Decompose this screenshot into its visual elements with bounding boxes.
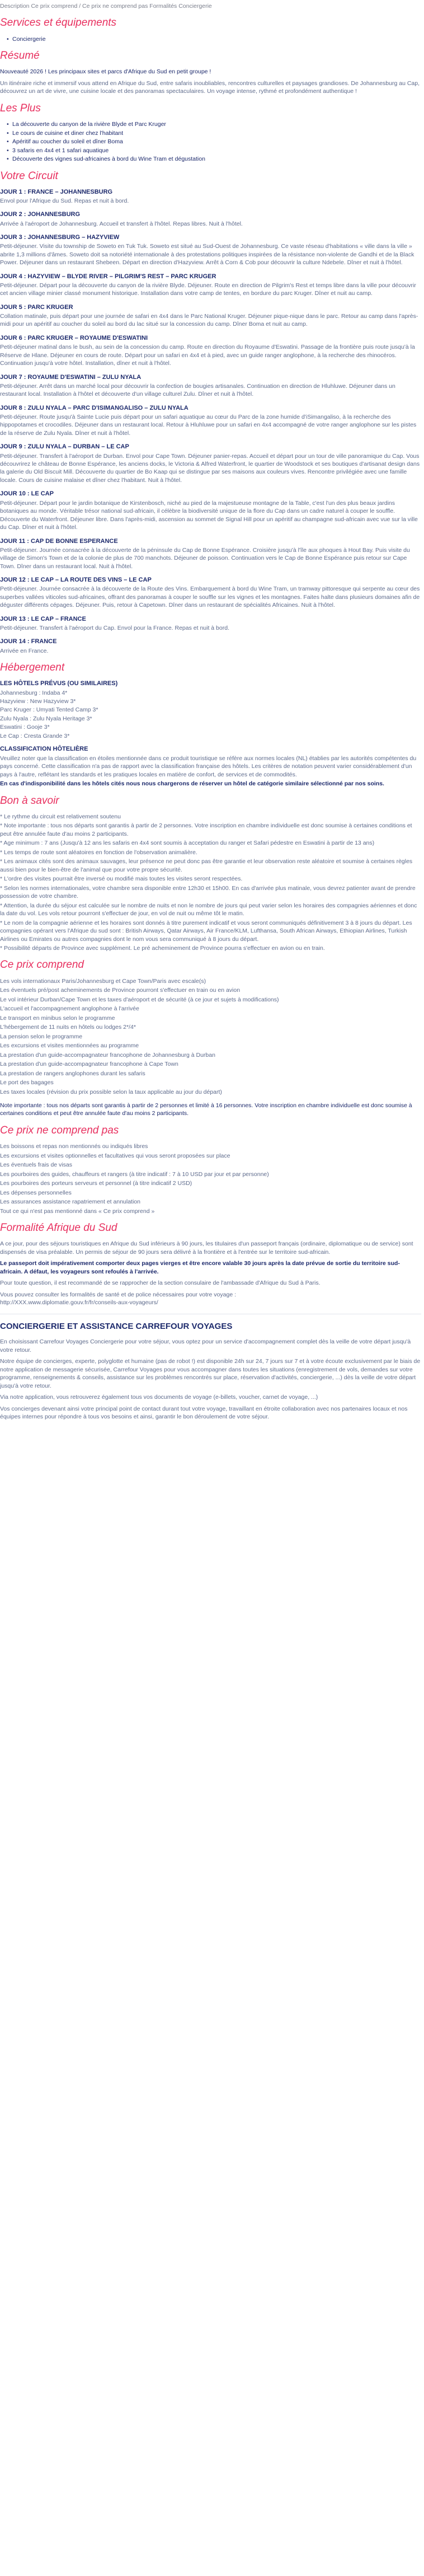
- hotel-line: Eswatini : Gooje 3*: [0, 724, 50, 731]
- necomprend-line: Tout ce qui n'est pas mentionné dans « Ce prix comprend »: [0, 1207, 155, 1215]
- bonasavoir-line: * Age minimum : 7 ans (Jusqu'à 12 ans les safaris en 4x4 sont soumis à acceptation du ranger et Safari pédestre en Eswatini à partir de 13 ans): [0, 840, 375, 847]
- hotel-line: Le Cap : Cresta Grande 3*: [0, 732, 70, 739]
- formalite-para: Vous pouvez consulter les formalités de santé et de police nécessaires pour votre voyage :: [0, 1291, 236, 1298]
- day-title: JOUR 2 : JOHANNESBURG: [0, 211, 81, 218]
- necomprend-line: Les pourboires des guides, chauffeurs et rangers (à titre indicatif : 7 à 10 USD par jour et par personne): [0, 1170, 269, 1178]
- comprend-line: Le port des bagages: [0, 1079, 54, 1086]
- breadcrumb: Description Ce prix comprend / Ce prix ne comprend pas Formalités Conciergerie: [0, 3, 212, 10]
- hotel-line: Zulu Nyala : Zulu Nyala Heritage 3*: [0, 715, 92, 722]
- day-block: [0, 373, 421, 399]
- services-item: • Conciergerie: [7, 35, 421, 43]
- conciergerie-title: CONCIERGERIE ET ASSISTANCE CARREFOUR VOYAGES: [0, 1321, 233, 1331]
- resume-line: Nouveauté 2026 ! Les principaux sites et parcs d'Afrique du Sud en petit groupe !: [0, 68, 211, 76]
- classification-note: En cas d'indisponibilité dans les hôtels cités nous nous chargerons de réserver un hôtel de catégorie similaire sélectionné par nos soins.: [0, 780, 384, 788]
- bonasavoir-line: * Attention, la durée du séjour est calculée sur le nombre de nuits et non le nombre de jours qui peut varier selon les horaires des compagnies aériennes et donc la date du vol. Les vols retour pourront s'effectuer de jour, en vol de nuit ou même tôt le matin.: [0, 902, 417, 917]
- comprend-line: La pension selon le programme: [0, 1033, 83, 1040]
- comprend-title: Ce prix comprend: [0, 959, 84, 971]
- conciergerie-para: Vos concierges devenant ainsi votre principal point de contact durant tout votre voyage, travaillant en étroite collaboration avec nos partenaires locaux et nos équipes internes pour répondre à tous vos besoins et ainsi, garantir le bon déroulement de votre séjour.: [0, 1405, 408, 1421]
- day-block: [0, 615, 421, 633]
- comprend-line: Les taxes locales (révision du prix possible selon la taux applicable au jour du départ): [0, 1088, 222, 1095]
- bonasavoir-line: * Les animaux cités sont des animaux sauvages, leur présence ne peut donc pas être garantie et leur observation reste aléatoire et soumise à certaines règles aussi bien pour le bien-être de l'animal que pour votre propre sécurité.: [0, 858, 413, 873]
- bonasavoir-line: * Selon les normes internationales, votre chambre sera disponible entre 12h30 et 15h00. En cas d'arrivée plus matinale, vous devrez patienter avant de prendre possession de votre chambre.: [0, 884, 416, 900]
- services-list: [0, 35, 421, 43]
- bonasavoir-title: Bon à savoir: [0, 794, 59, 807]
- comprend-line: Le vol intérieur Durban/Cape Town et les taxes d'aéroport et de sécurité (à ce jour et sujets à modifications): [0, 996, 279, 1003]
- comprend-line: La prestation d'un guide-accompagnateur francophone à Cape Town: [0, 1061, 178, 1068]
- formalite-link[interactable]: http://XXX.www.diplomatie.gouv.fr/fr/conseils-aux-voyageurs/: [0, 1299, 158, 1306]
- comprend-line: L'hébergement de 11 nuits en hôtels ou lodges 2*/4*: [0, 1024, 136, 1031]
- day-title: JOUR 11 : CAP DE BONNE ESPERANCE: [0, 537, 118, 545]
- necomprend-line: Les boissons et repas non mentionnés ou indiqués libres: [0, 1143, 148, 1150]
- classification-title: CLASSIFICATION HÔTELIÈRE: [0, 746, 88, 753]
- plus-list: [0, 120, 421, 163]
- day-title: JOUR 12 : LE CAP – LA ROUTE DES VINS – LE CAP: [0, 577, 152, 584]
- day-text: Petit-déjeuner. Journée consacrée à la découverte de la Route des Vins. Embarquement à bord du Wine Tram, un tramway pittoresque qui serpente au cœur des superbes vallées viticoles sud-africaines, offrant des panoramas à couper le souffle sur les vignes et les montagnes. Faites halte dans plusieurs domaines afin de déguster différents cépages. Déjeuner. Puis, retour à Capetown. Dîner dans un restaurant de spécialités Africaines. Nuit à l'hôtel.: [0, 586, 420, 609]
- necomprend-line: Les éventuels frais de visas: [0, 1161, 72, 1169]
- conciergerie-para: Via notre application, vous retrouverez également tous vos documents de voyage (e-billets, voucher, carnet de voyage, ...): [0, 1394, 318, 1401]
- bonasavoir-line: * Possibilité départs de Province avec supplément. Le pré acheminement de Province pourra s'effectuer en avion ou en train.: [0, 945, 325, 952]
- day-block: [0, 537, 421, 571]
- conciergerie-para: En choisissant Carrefour Voyages Conciergerie pour votre séjour, vous optez pour un service d'accompagnement complet dès la veille de votre départ jusqu'à votre retour.: [0, 1338, 411, 1353]
- services-title: Services et équipements: [0, 17, 117, 29]
- formalite-passport: Le passeport doit impérativement comporter deux pages vierges et être encore valable 30 jours après la date prévue de sortie du territoire sud-africain. A défaut, les voyageurs sont refoulés à l'arrivée.: [0, 1260, 400, 1275]
- day-title: JOUR 7 : ROYAUME D'ESWATINI – ZULU NYALA: [0, 373, 142, 381]
- comprend-line: Les éventuels pré/post acheminements de Province pourront s'effectuer en train ou en avion: [0, 987, 241, 994]
- day-block: [0, 443, 421, 484]
- day-title: JOUR 13 : LE CAP – FRANCE: [0, 615, 86, 622]
- day-block: [0, 303, 421, 329]
- day-block: [0, 233, 421, 267]
- comprend-line: La prestation de rangers anglophones durant les safaris: [0, 1070, 145, 1077]
- hotel-line: Parc Kruger : Umyati Tented Camp 3*: [0, 706, 98, 714]
- day-title: JOUR 14 : FRANCE: [0, 638, 57, 645]
- day-block: [0, 188, 421, 205]
- day-block: [0, 273, 421, 298]
- day-text: Petit-déjeuner. Départ pour la découverte du canyon de la rivière Blyde. Déjeuner. Route en direction de Pilgrim's Rest et temps libre dans la ville pour découvrir cet ancien village minier classé monument historique. Installation dans votre camp de tentes, en bordure du parc Kruger. Dîner et nuit au camp.: [0, 282, 416, 297]
- day-text: Petit-déjeuner. Transfert à l'aéroport du Cap. Envol pour la France. Repas et nuit à bord.: [0, 624, 229, 631]
- hotel-line: Johannesburg : Indaba 4*: [0, 689, 68, 696]
- plus-item: • 3 safaris en 4x4 et 1 safari aquatique: [7, 147, 421, 154]
- plus-item: • Apéritif au coucher du soleil et dîner Boma: [7, 138, 421, 146]
- day-text: Envol pour l'Afrique du Sud. Repas et nuit à bord.: [0, 197, 129, 204]
- comprend-line: L'accueil et l'accompagnement anglophone à l'arrivée: [0, 1005, 139, 1013]
- bonasavoir-line: * L'ordre des visites pourrait être inversé ou modifié mais toutes les visites seront respectées.: [0, 875, 243, 883]
- comprend-list: [0, 977, 421, 1096]
- necomprend-line: Les assurances assistance rapatriement et annulation: [0, 1198, 140, 1206]
- bonasavoir-line: * Le nom de la compagnie aérienne et les horaires sont donnés à titre purement indicatif et vous seront communiqués définitivement 3 à 8 jours du départ. Les compagnies opérant vers l'Afrique du sud sont : British Airways, Qatar Airways, Air France/KLM, Lufthansa, South African Airways, Ethiopian Airlines, Turkish Airlines ou Emirates ou autres compagnies dont le nom vous sera communiqué à 8 jours du départ.: [0, 919, 412, 943]
- comprend-line: La prestation d'un guide-accompagnateur francophone de Johannesburg à Durban: [0, 1051, 215, 1058]
- necomprend-title: Ce prix ne comprend pas: [0, 1124, 119, 1136]
- day-block: [0, 210, 421, 228]
- necomprend-line: Les pourboires des porteurs serveurs et personnel (à titre indicatif 2 USD): [0, 1180, 192, 1187]
- bonasavoir-list: [0, 813, 421, 953]
- formalite-title: Formalité Afrique du Sud: [0, 1222, 117, 1234]
- plus-item: • La découverte du canyon de la rivière Blyde et Parc Kruger: [7, 120, 421, 128]
- comprend-line: Le transport en minibus selon le programme: [0, 1014, 115, 1022]
- necomprend-line: Les excursions et visites optionnelles et facultatives qui vous seront proposées sur place: [0, 1152, 230, 1159]
- day-block: [0, 404, 421, 438]
- comprend-line: Les excursions et visites mentionnées au programme: [0, 1042, 139, 1050]
- comprend-line: Les vols internationaux Paris/Johannesburg et Cape Town/Paris avec escale(s): [0, 977, 206, 985]
- day-title: JOUR 1 : FRANCE – JOHANNESBURG: [0, 188, 113, 195]
- day-text: Petit-déjeuner. Route jusqu'à Sainte Lucie puis départ pour un safari aquatique au cœur du Parc de la zone humide d'iSimangaliso, à la recherche des hippopotames et crocodiles. Déjeuner dans un restaurant local. Retour à Hluhluwe pour un safari en 4x4 accompagné de votre ranger anglophone sur les pistes de la réserve de Zulu Nyala. Dîner et nuit à l'hôtel.: [0, 413, 417, 437]
- necomprend-line: Les dépenses personnelles: [0, 1189, 72, 1196]
- formalite-para: A ce jour, pour des séjours touristiques en Afrique du Sud inférieurs à 90 jours, les titulaires d'un passeport français (ordinaire, diplomatique ou de service) sont dispensés de visa préalable. Un permis de séjour de 90 jours sera délivré à la frontière et à l'entrée sur le territoire sud-africain.: [0, 1240, 413, 1256]
- hotel-line: Hazyview : New Hazyview 3*: [0, 697, 76, 705]
- day-block: [0, 638, 421, 655]
- day-title: JOUR 3 : JOHANNESBURG – HAZYVIEW: [0, 234, 120, 241]
- plus-item: • Le cours de cuisine et diner chez l'habitant: [7, 129, 421, 137]
- conciergerie-para: Notre équipe de concierges, experte, polyglotte et humaine (pas de robot !) est disponible 24h sur 24, 7 jours sur 7 et à votre écoute exclusivement par le biais de notre application de messagerie sécurisée, Carrefour Voyages pour vous accompagner dans toutes les situations (enregistrement de vols, demandes sur votre programme, renseignements & conseils, assistance sur les problèmes rencontrés sur place, réservation d'activités, conciergerie, ...) dès la veille de votre départ jusqu'à votre retour.: [0, 1358, 421, 1389]
- bonasavoir-line: * Le rythme du circuit est relativement soutenu: [0, 813, 121, 820]
- classification-text: Veuillez noter que la classification en étoiles mentionnée dans ce produit touristique se réfère aux normes locales (NL) établies par les autorités compétentes du pays concerné. Cette classification n'a pas de rapport avec la classification française des hôtels. Les critères de notation peuvent varier considérablement d'un pays à l'autre, reflétant les standards et les pratiques locales en matière de confort, de services et de commodités.: [0, 755, 417, 778]
- day-block: [0, 576, 421, 610]
- day-text: Collation matinale, puis départ pour une journée de safari en 4x4 dans le Parc National Kruger. Déjeuner pique-nique dans le parc. Retour au camp dans l'après-midi pour un apéritif au coucher du soleil au bord du lac situé sur la concession du camp. Dîner Boma et nuit au camp.: [0, 312, 418, 328]
- bonasavoir-line: * Note importante : tous nos départs sont garantis à partir de 2 personnes. Votre inscription en chambre individuelle est donc soumise à certaines conditions et peut être annulée faute d'au moins 2 participants.: [0, 822, 412, 837]
- comprend-note: Note importante : tous nos départs sont garantis à partir de 2 personnes et limité à 16 personnes. Votre inscription en chambre individuelle est donc soumise à certaines conditions et peut être annulée faute d'au moins 2 participants.: [0, 1102, 412, 1117]
- formalite-para: Pour toute question, il est recommandé de se rapprocher de la section consulaire de l'ambassade d'Afrique du Sud à Paris.: [0, 1280, 321, 1287]
- day-block: [0, 490, 421, 531]
- day-title: JOUR 4 : HAZYVIEW – BLYDE RIVER – PILGRIM'S REST – PARC KRUGER: [0, 273, 216, 280]
- hotels-title: LES HÔTELS PRÉVUS (OU SIMILAIRES): [0, 680, 118, 687]
- day-block: [0, 334, 421, 368]
- day-text: Petit-déjeuner. Visite du township de Soweto en Tuk Tuk. Soweto est situé au Sud-Ouest de Johannesburg. Ce vaste réseau d'habitations « ville dans la ville » abrite 1,3 millions d'âmes. Soweto doit sa notoriété internationale à des protestations politiques inspirées de la résistance non-violente de Gandhi et de la Black Power. Déjeuner dans un restaurant Shebeen. Départ en direction d'Hazyview. Arrêt à Corn & Cob pour découvrir la culture Ndebele. Dîner et nuit à l'hôtel.: [0, 243, 414, 266]
- day-text: Petit-déjeuner. Journée consacrée à la découverte de la péninsule du Cap de Bonne Espérance. Croisière jusqu'à l'île aux phoques à Hout Bay. Puis visite du village de Simon's Town et de la colonie de plus de 700 manchots. Déjeuner de poisson. Continuation vers le Cap de Bonne Espérance puis retour sur Cape Town. Dîner dans un restaurant local. Nuit à l'hôtel.: [0, 546, 410, 570]
- day-title: JOUR 9 : ZULU NYALA – DURBAN – LE CAP: [0, 443, 129, 451]
- day-text: Petit-déjeuner. Arrêt dans un marché local pour découvrir la confection de bougies artisanales. Continuation en direction de Hluhluwe. Déjeuner dans un restaurant local. Installation à l'hôtel et découverte d'un village culturel Zulu. Dîner et nuit à l'hôtel.: [0, 382, 395, 398]
- day-text: Arrivée en France.: [0, 647, 49, 654]
- plus-item: • Découverte des vignes sud-africaines à bord du Wine Tram et dégustation: [7, 155, 421, 163]
- day-text: Arrivée à l'aéroport de Johannesburg. Accueil et transfert à l'hôtel. Repas libres. Nuit à l'hôtel.: [0, 220, 243, 227]
- day-title: JOUR 5 : PARC KRUGER: [0, 303, 73, 311]
- day-title: JOUR 6 : PARC KRUGER – ROYAUME D'ESWATINI: [0, 334, 148, 341]
- circuit-title: Votre Circuit: [0, 170, 58, 182]
- resume-paragraph: Un itinéraire riche et immersif vous attend en Afrique du Sud, entre safaris inoubliables, rencontres culturelles et paysages grandioses. De Johannesburg au Cap, découvrez un art de vivre, une cuisine locale et des panoramas spectaculaires. Un voyage intense, rythmé et profondément authentique !: [0, 79, 420, 95]
- day-title: JOUR 10 : LE CAP: [0, 490, 54, 498]
- resume-title: Résumé: [0, 50, 40, 62]
- day-text: Petit-déjeuner matinal dans le bush, au sein de la concession du camp. Route en direction du Royaume d'Eswatini. Passage de la frontière puis route jusqu'à la Réserve de Hlane. Déjeuner en cours de route. Départ pour un safari en 4x4 et à pied, avec un guide ranger anglophone, à la recherche des rhinocéros. Continuation jusqu'à votre hôtel. Installation, dîner et nuit à l'hôtel.: [0, 344, 415, 367]
- circuit-days: [0, 188, 421, 655]
- necomprend-list: [0, 1142, 421, 1215]
- day-text: Petit-déjeuner. Transfert à l'aéroport de Durban. Envol pour Cape Town. Déjeuner panier-repas. Accueil et départ pour un tour de ville panoramique du Cap. Vous découvrirez le château de Bonne Espérance, les anciens docks, le Victoria & Alfred Waterfront, le quartier de Woodstock et ses boutiques d'artisanat design dans la galerie du Old Biscuit Mill. Découverte du quartier de Bo Kaap qui se distingue par ses maisons aux couleurs vives. Rencontre privilégiée avec une famille locale. Cours de cuisine malaise et dîner chez l'habitant. Nuit à l'hôtel.: [0, 452, 420, 484]
- plus-title: Les Plus: [0, 102, 41, 114]
- day-title: JOUR 8 : ZULU NYALA – PARC D'ISIMANGALISO – ZULU NYALA: [0, 404, 189, 411]
- hebergement-title: Hébergement: [0, 662, 65, 674]
- day-text: Petit-déjeuner. Départ pour le jardin botanique de Kirstenbosch, niché au pied de la majestueuse montagne de la Table, c'est l'un des plus beaux jardins botaniques au monde. Véritable trésor national sud-africain, il célèbre la biodiversité unique de la flore du Cap dans un cadre naturel à couper le souffle. Découverte du Waterfront. Déjeuner libre. Dans l'après-midi, ascension au sommet de Signal Hill pour un apéritif au champagne sud-africain avec vue sur la ville du Cap. Dîner et nuit à l'hôtel.: [0, 499, 418, 531]
- bonasavoir-line: * Les temps de route sont aléatoires en fonction de l'observation animalière.: [0, 849, 197, 856]
